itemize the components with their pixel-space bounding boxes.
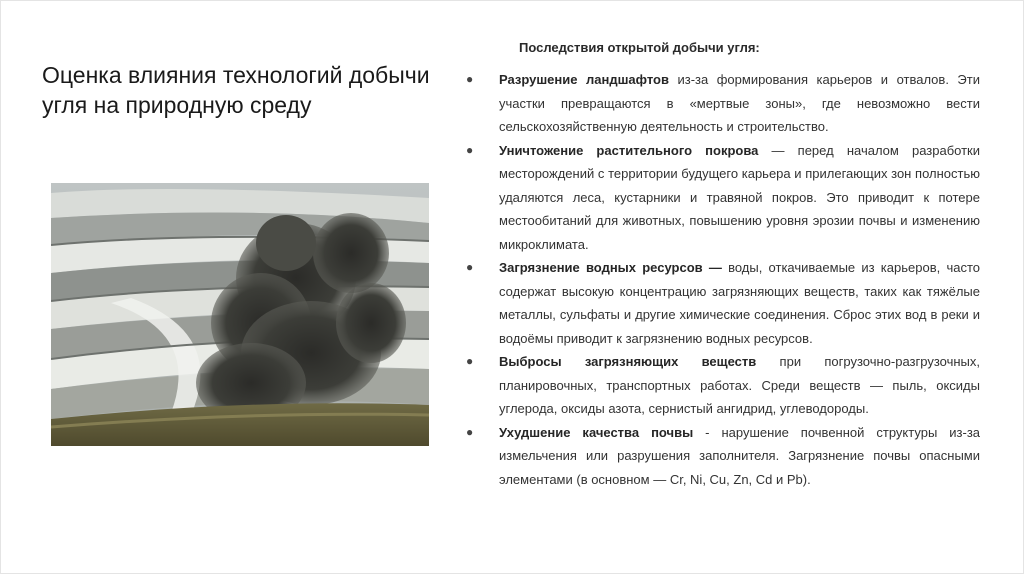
bullet-icon: ● [466,424,474,439]
list-item [466,256,980,350]
bullet-text: — перед началом разработки месторождений с территории будущего карьера и прилегающих зон полностью удаляются леса, кустарники и травяной покров. Это приводит к потере местообитаний для животных, повышению уровня эрозии почвы и изменению микроклимата. [499,142,981,252]
bullet-text: - нарушение почвенной структуры из-за измельчения или разрушения заполнителя. Загрязнение почвы опасными элементами (в основном — Cr, Ni, Cu, Zn, Cd и Pb). [499,424,981,487]
list-item [466,421,980,492]
bullet-icon: ● [466,354,474,368]
bullet-icon: ● [466,72,474,86]
slide-title: Оценка влияния технологий добычи угля на природную среду [42,62,430,118]
consequences-list [466,68,980,491]
open-pit-mine-blast-photo [51,183,429,446]
bullet-text: воды, откачиваемые из карьеров, часто содержат высокую концентрацию загрязняющих веществ, таких как тяжёлые металлы, сульфаты и другие химические соединения. Сброс этих вод в реки и водоёмы приводит к загрязнению водных ресурсов. [499,260,980,346]
bullet-lead: Ухудшение качества почвы [499,424,694,440]
bullet-text: при погрузочно-разгрузочных, планировочных, транспортных работах. Среди веществ — пыль, оксиды углерода, оксиды азота, сернистый ангидрид, углеводороды. [499,354,981,416]
list-item [466,350,980,421]
bullet-text: из-за формирования карьеров и отвалов. Эти участки превращаются в «мертвые зоны», где невозможно вести сельскохозяйственную деятельность и строительство. [499,72,980,134]
bullet-lead: Загрязнение водных ресурсов — [499,260,722,275]
bullet-icon: ● [466,260,474,274]
list-item [466,68,980,139]
bullet-lead: Выбросы загрязняющих веществ [499,354,757,369]
list-item [466,139,980,257]
consequences-heading: Последствия открытой добычи угля: [519,40,760,55]
bullet-lead: Разрушение ландшафтов [499,72,669,87]
bullet-icon: ● [466,142,474,157]
bullet-lead: Уничтожение растительного покрова [499,142,759,158]
